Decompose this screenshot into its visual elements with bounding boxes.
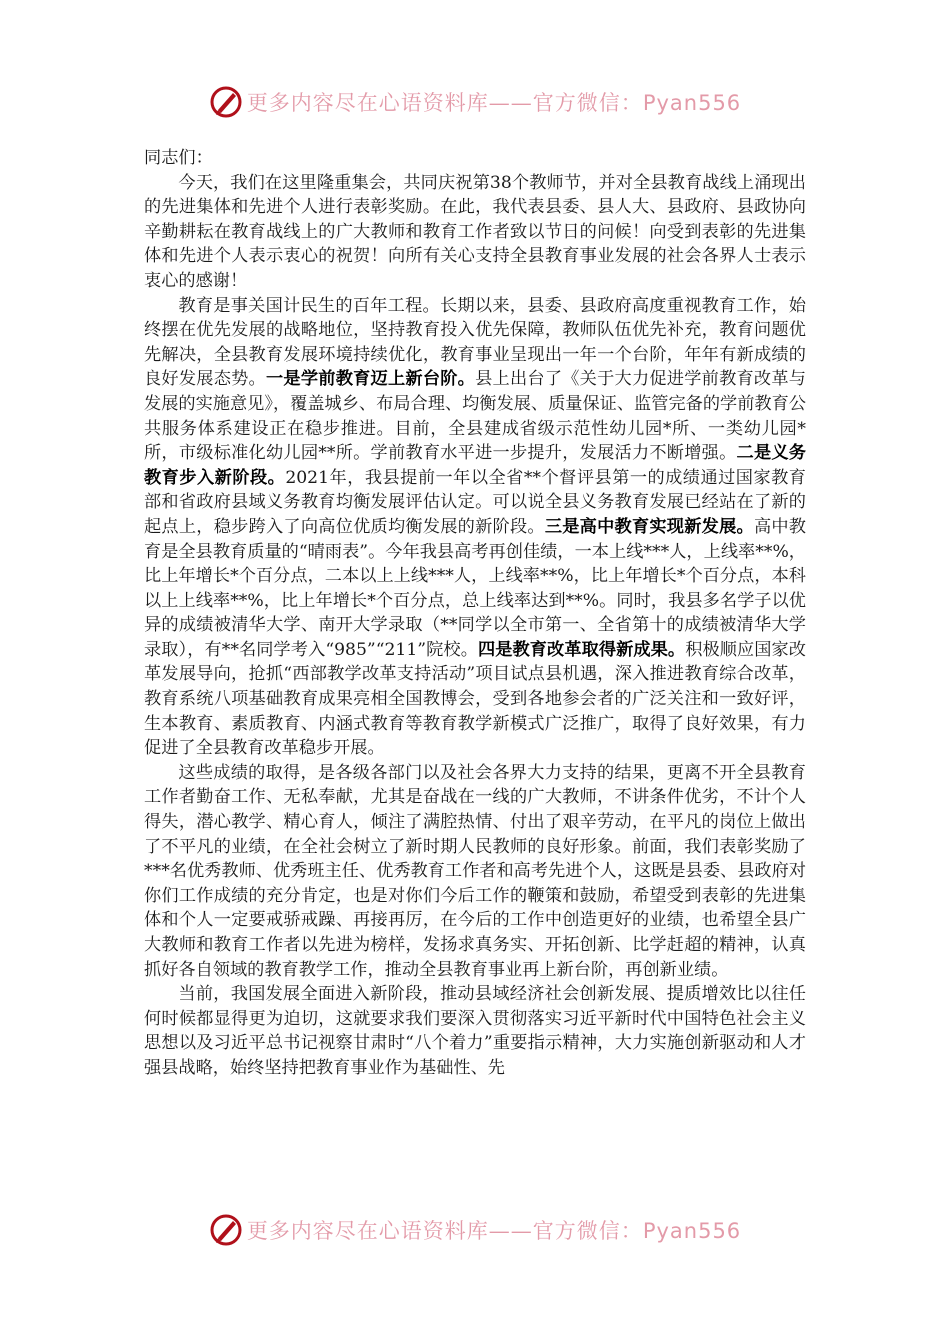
paragraph-1: 今天，我们在这里隆重集会，共同庆祝第38个教师节，并对全县教育战线上涌现出的先进集体和先进个人进行表彰奖励。在此，我代表县委、县人大、县政府、县政协向辛勤耕耘在教育战线上的广大教师和教育工作者致以节日的问候！向受到表彰的先进集体和先进个人表示衷心的祝贺！向所有关心支持全县教育事业发展的社会各界人士表示衷心的感谢！: [144, 172, 806, 291]
point-2-heading: 二是义务教育步入新阶段。: [144, 443, 806, 488]
point-1-heading: 一是学前教育迈上新台阶。: [265, 369, 476, 390]
point-3-heading: 三是高中教育实现新发展。: [544, 516, 754, 537]
document-body: [144, 146, 806, 1081]
point-4-heading: 四是教育改革取得新成果。: [477, 639, 686, 660]
pen-logo-icon: [209, 1213, 243, 1247]
paragraph-4: 当前，我国发展全面进入新阶段，推动县域经济社会创新发展、提质增效比以往任何时候都显得更为迫切，这就要求我们要深入贯彻落实习近平新时代中国特色社会主义思想以及习近平总书记视察甘肃时“八个着力”重要指示精神，大力实施创新驱动和人才强县战略，始终坚持把教育事业作为基础性、先: [144, 984, 806, 1078]
paragraph-3: 这些成绩的取得，是各级各部门以及社会各界大力支持的结果，更离不开全县教育工作者勤奋工作、无私奉献，尤其是奋战在一线的广大教师，不讲条件优劣，不计个人得失，潜心教学、精心育人，倾注了满腔热情、付出了艰辛劳动，在平凡的岗位上做出了不平凡的业绩，在全社会树立了新时期人民教师的良好形象。前面，我们表彰奖励了***名优秀教师、优秀班主任、优秀教育工作者和高考先进个人，这既是县委、县政府对你们工作成绩的充分肯定，也是对你们今后工作的鞭策和鼓励，希望受到表彰的先进集体和个人一定要戒骄戒躁、再接再厉，在今后的工作中创造更好的业绩，也希望全县广大教师和教育工作者以先进为榜样，发扬求真务实、开拓创新、比学赶超的精神，认真抓好各自领域的教育教学工作，推动全县教育事业再上新台阶，再创新业绩。: [144, 762, 806, 980]
greeting: 同志们：: [144, 148, 213, 168]
header-watermark: [0, 82, 950, 122]
watermark-text: 更多内容尽在心语资料库——官方微信：Pyan556: [246, 91, 742, 115]
footer-watermark: [0, 1210, 950, 1250]
watermark-text: 更多内容尽在心语资料库——官方微信：Pyan556: [246, 1219, 742, 1243]
paragraph-2: 教育是事关国计民生的百年工程。长期以来，县委、县政府高度重视教育工作，始终摆在优先发展的战略地位，坚持教育投入优先保障，教师队伍优先补充，教育问题优先解决，全县教育发展环境持续优化，教育事业呈现出一年一个台阶，年年有新成绩的良好发展态势。一是学前教育迈上新台阶。县上出台了《关于大力促进学前教育改革与发展的实施意见》，覆盖城乡、布局合理、均衡发展、质量保证、监管完备的学前教育公共服务体系建设正在稳步推进。目前，全县建成省级示范性幼儿园*所、一类幼儿园*所，市级标准化幼儿园**所。学前教育水平进一步提升，发展活力不断增强。二是义务教育步入新阶段。2021年，我县提前一年以全省**个督评县第一的成绩通过国家教育部和省政府县域义务教育均衡发展评估认定。可以说全县义务教育发展已经站在了新的起点上，稳步跨入了向高位优质均衡发展的新阶段。三是高中教育实现新发展。高中教育是全县教育质量的“晴雨表”。今年我县高考再创佳绩，一本上线***人，上线率**%，比上年增长*个百分点，二本以上上线***人，上线率**%，比上年增长*个百分点，本科以上上线率**%，比上年增长*个百分点，总上线率达到**%。同时，我县多名学子以优异的成绩被清华大学、南开大学录取（**同学以全市第一、全省第十的成绩被清华大学录取），有**名同学考入“985”“211”院校。四是教育改革取得新成果。积极顺应国家改革发展导向，抢抓“西部教学改革支持活动”项目试点县机遇，深入推进教育综合改革，教育系统八项基础教育成果亮相全国教博会，受到各地参会者的广泛关注和一致好评，生本教育、素质教育、内涵式教育等教育教学新模式广泛推广，取得了良好效果，有力促进了全县教育改革稳步开展。: [144, 295, 806, 759]
pen-logo-icon: [209, 85, 243, 119]
